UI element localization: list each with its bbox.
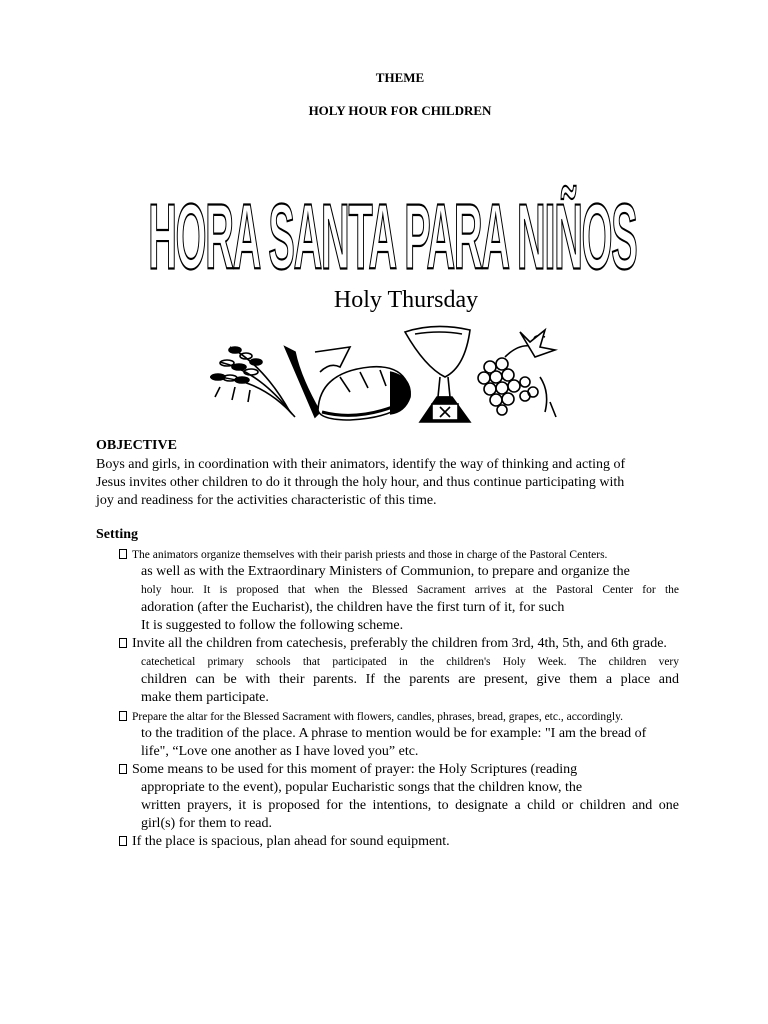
setting-item-line: children can be with their parents. If the parents are present, give them a place and <box>141 672 679 687</box>
setting-item-line: life", “Love one another as I have loved you” etc. <box>141 744 419 759</box>
setting-item-line: to the tradition of the place. A phrase to mention would be for example: "I am the bread of <box>141 726 647 741</box>
setting-item-line: adoration (after the Eucharist), the children have the first turn of it, for such <box>141 600 565 615</box>
chalice-bread-grapes-wheat-icon <box>200 322 560 437</box>
checkbox-bullet-icon <box>119 711 127 721</box>
setting-item-first-line: The animators organize themselves with their parish priests and those in charge of the Pastoral Centers. <box>119 546 607 564</box>
checkbox-bullet-icon <box>119 549 127 559</box>
objective-heading: OBJECTIVE <box>96 438 177 453</box>
objective-line: Boys and girls, in coordination with their animators, identify the way of thinking and acting of <box>96 457 626 472</box>
setting-item-line: catechetical primary schools that participated in the children's Holy Week. The children very <box>141 656 679 668</box>
setting-item-line: as well as with the Extraordinary Ministers of Communion, to prepare and organize the <box>141 564 630 579</box>
setting-item-line: girl(s) for them to read. <box>141 816 273 831</box>
theme-label: THEME <box>375 70 425 85</box>
objective-line: joy and readiness for the activities characteristic of this time. <box>96 493 437 508</box>
setting-item-first-line: Prepare the altar for the Blessed Sacrament with flowers, candles, phrases, bread, grapes, etc., accordingly. <box>119 708 623 726</box>
setting-item-line: written prayers, it is proposed for the intentions, to designate a child or children and one <box>141 798 679 813</box>
checkbox-bullet-icon <box>119 764 127 774</box>
checkbox-bullet-icon <box>119 836 127 846</box>
bread-icon <box>318 367 410 420</box>
setting-item-first-line: Invite all the children from catechesis, preferably the children from 3rd, 4th, 5th, and 6th grade. <box>119 635 667 653</box>
setting-item-first-line: If the place is spacious, plan ahead for sound equipment. <box>119 833 450 851</box>
setting-item-line: holy hour. It is proposed that when the Blessed Sacrament arrives at the Pastoral Center for the <box>141 584 679 596</box>
grapes-icon <box>478 330 556 417</box>
setting-item-line: make them participate. <box>141 690 269 705</box>
setting-heading: Setting <box>96 527 138 542</box>
chalice-icon <box>405 326 470 422</box>
setting-item-line: It is suggested to follow the following scheme. <box>141 618 404 633</box>
wheat-icon <box>210 347 295 417</box>
document-subtitle: HOLY HOUR FOR CHILDREN <box>308 103 492 118</box>
banner-title: HORA SANTA PARA NIÑOS <box>148 184 637 289</box>
objective-line: Jesus invites other children to do it through the holy hour, and thus continue participating with <box>96 475 625 490</box>
setting-item-first-line: Some means to be used for this moment of prayer: the Holy Scriptures (reading <box>119 761 577 779</box>
checkbox-bullet-icon <box>119 638 127 648</box>
setting-item-line: appropriate to the event), popular Eucharistic songs that the children know, the <box>141 780 583 795</box>
banner-subtitle: Holy Thursday <box>333 287 479 313</box>
